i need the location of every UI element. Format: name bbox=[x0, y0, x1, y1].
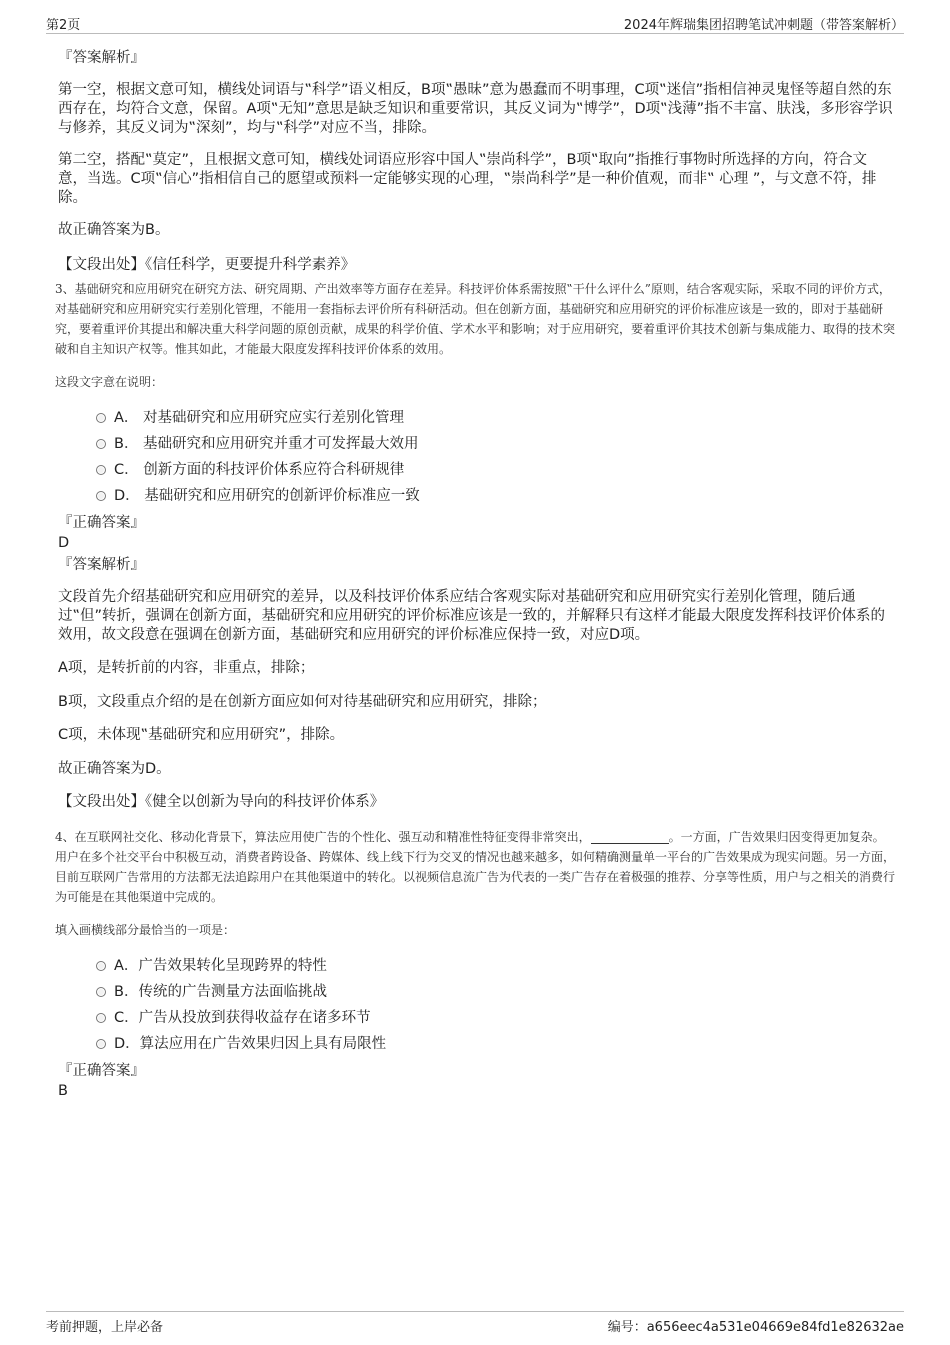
q3-answer-title: 『正确答案』 bbox=[58, 515, 145, 531]
q3-analysis-c: C项，未体现‟基础研究和应用研究”，排除。 bbox=[58, 727, 345, 743]
q4-option-d-label: D．算法应用在广告效果归因上具有局限性 bbox=[114, 1036, 387, 1052]
q4-option-b[interactable] bbox=[96, 982, 327, 1002]
q3-option-d-label: D． 基础研究和应用研究的创新评价标准应一致 bbox=[114, 488, 420, 504]
footer-slogan: 考前押题，上岸必备 bbox=[46, 1320, 164, 1335]
q3-analysis-main: 文段首先介绍基础研究和应用研究的差异，以及科技评价体系应结合客观实际对基础研究和应用研究实行差别化管理，随后通过‟但”转折，强调在创新方面，基础研究和应用研究的评价标准应该是一致的，并解释只有这样才能最大限度发挥科技评价体系的效用，故文段意在强调在创新方面，基础研究和应用研究的评价标准应保持一致，对应D项。 bbox=[58, 589, 886, 643]
q2-source: 【文段出处】《信任科学，更要提升科学素养》 bbox=[58, 257, 356, 273]
document-code: 编号：a656eec4a531e04669e84fd1e82632ae bbox=[607, 1320, 904, 1335]
q3-option-a-label: A． 对基础研究和应用研究应实行差别化管理 bbox=[114, 410, 405, 426]
q3-option-d[interactable] bbox=[96, 486, 420, 506]
q4-option-b-label: B．传统的广告测量方法面临挑战 bbox=[114, 984, 327, 1000]
footer-divider bbox=[46, 1311, 904, 1312]
radio-icon[interactable] bbox=[96, 413, 106, 423]
q4-option-d[interactable] bbox=[96, 1034, 386, 1054]
q2-analysis-para2: 第二空，搭配‟莫定”，且根据文意可知，横线处词语应形容中国人‟崇尚科学”，B项‟取向”指推行事物时所选择的方向，符合文意，当选。C项‟信心”指相信自己的愿望或预料一定能够实现的心理，‟崇尚科学”是一种价值观，而非‟ 心理 ”，与文意不符，排除。 bbox=[58, 152, 877, 206]
q4-stem-before: 4、在互联网社交化、移动化背景下，算法应用使广告的个性化、强互动和精准性特征变得非常突出， bbox=[55, 830, 591, 844]
radio-icon[interactable] bbox=[96, 465, 106, 475]
q4-answer-title: 『正确答案』 bbox=[58, 1063, 145, 1079]
q2-analysis-para1: 第一空，根据文意可知，横线处词语与‟科学”语义相反，B项‟愚昧”意为愚蠢而不明事理，C项‟迷信”指相信神灵鬼怪等超自然的东西存在，均符合文意，保留。A项‟无知”意思是缺乏知识和重要常识，其反义词为‟博学”，D项‟浅薄”指不丰富、肤浅，多形容学识与修养，其反义词为‟深刻”，均与‟科学”对应不当，排除。 bbox=[58, 82, 893, 136]
document-title: 2024年辉瑞集团招聘笔试冲刺题（带答案解析） bbox=[623, 18, 904, 33]
radio-icon[interactable] bbox=[96, 961, 106, 971]
q3-answer: D bbox=[58, 535, 70, 551]
q3-option-b[interactable] bbox=[96, 434, 419, 454]
q3-conclusion: 故正确答案为D。 bbox=[58, 761, 171, 777]
q4-option-a[interactable] bbox=[96, 956, 327, 976]
q4-option-a-label: A．广告效果转化呈现跨界的特性 bbox=[114, 958, 327, 974]
radio-icon[interactable] bbox=[96, 1039, 106, 1049]
q4-option-c-label: C．广告从投放到获得收益存在诸多环节 bbox=[114, 1010, 371, 1026]
q3-option-c-label: C． 创新方面的科技评价体系应符合科研规律 bbox=[114, 462, 405, 478]
fill-blank bbox=[591, 831, 669, 844]
radio-icon[interactable] bbox=[96, 491, 106, 501]
q3-analysis-b: B项，文段重点介绍的是在创新方面应如何对待基础研究和应用研究，排除； bbox=[58, 694, 547, 710]
q3-stem: 3、基础研究和应用研究在研究方法、研究周期、产出效率等方面存在差异。科技评价体系需按照‟干什么评什么”原则，结合客观实际，采取不同的评价方式，对基础研究和应用研究实行差别化管理，不能用一套指标去评价所有科研活动。但在创新方面，基础研究和应用研究的评价标准应该是一致的，即对于基础研究，要着重评价其提出和解决重大科学问题的原创贡献，成果的科学价值、学术水平和影响；对于应用研究，要着重评价其技术创新与集成能力、取得的技术突破和自主知识产权等。惟其如此，才能最大限度发挥科技评价体系的效用。 bbox=[55, 282, 896, 356]
q2-conclusion: 故正确答案为B。 bbox=[58, 222, 170, 238]
q3-analysis-title: 『答案解析』 bbox=[58, 557, 145, 573]
q4-option-c[interactable] bbox=[96, 1008, 371, 1028]
q3-option-c[interactable] bbox=[96, 460, 404, 480]
q4-stem-after: 。一方面，广告效果归因变得更加复杂。用户在多个社交平台中积极互动，消费者跨设备、跨媒体、线上线下行为交叉的情况也越来越多，如何精确测量单一平台的广告效果成为现实问题。另一方面，目前互联网广告常用的方法都无法追踪用户在其他渠道中的转化。以视频信息流广告为代表的一类广告存在着极强的推荐、分享等性质，用户与之相关的消费行为可能是在其他渠道中完成的。 bbox=[55, 830, 896, 904]
q4-stem bbox=[55, 827, 895, 907]
radio-icon[interactable] bbox=[96, 439, 106, 449]
radio-icon[interactable] bbox=[96, 987, 106, 997]
q3-analysis-a: A项，是转折前的内容，非重点，排除； bbox=[58, 660, 315, 676]
q4-answer: B bbox=[58, 1083, 68, 1099]
page-number: 第2页 bbox=[46, 18, 81, 33]
q4-prompt: 填入画横线部分最恰当的一项是： bbox=[55, 923, 236, 937]
q3-source: 【文段出处】《健全以创新为导向的科技评价体系》 bbox=[58, 794, 385, 810]
q3-prompt: 这段文字意在说明： bbox=[55, 375, 164, 389]
q3-option-a[interactable] bbox=[96, 408, 404, 428]
q2-analysis-title: 『答案解析』 bbox=[58, 50, 145, 66]
radio-icon[interactable] bbox=[96, 1013, 106, 1023]
header-divider bbox=[46, 33, 904, 34]
q3-option-b-label: B． 基础研究和应用研究并重才可发挥最大效用 bbox=[114, 436, 419, 452]
